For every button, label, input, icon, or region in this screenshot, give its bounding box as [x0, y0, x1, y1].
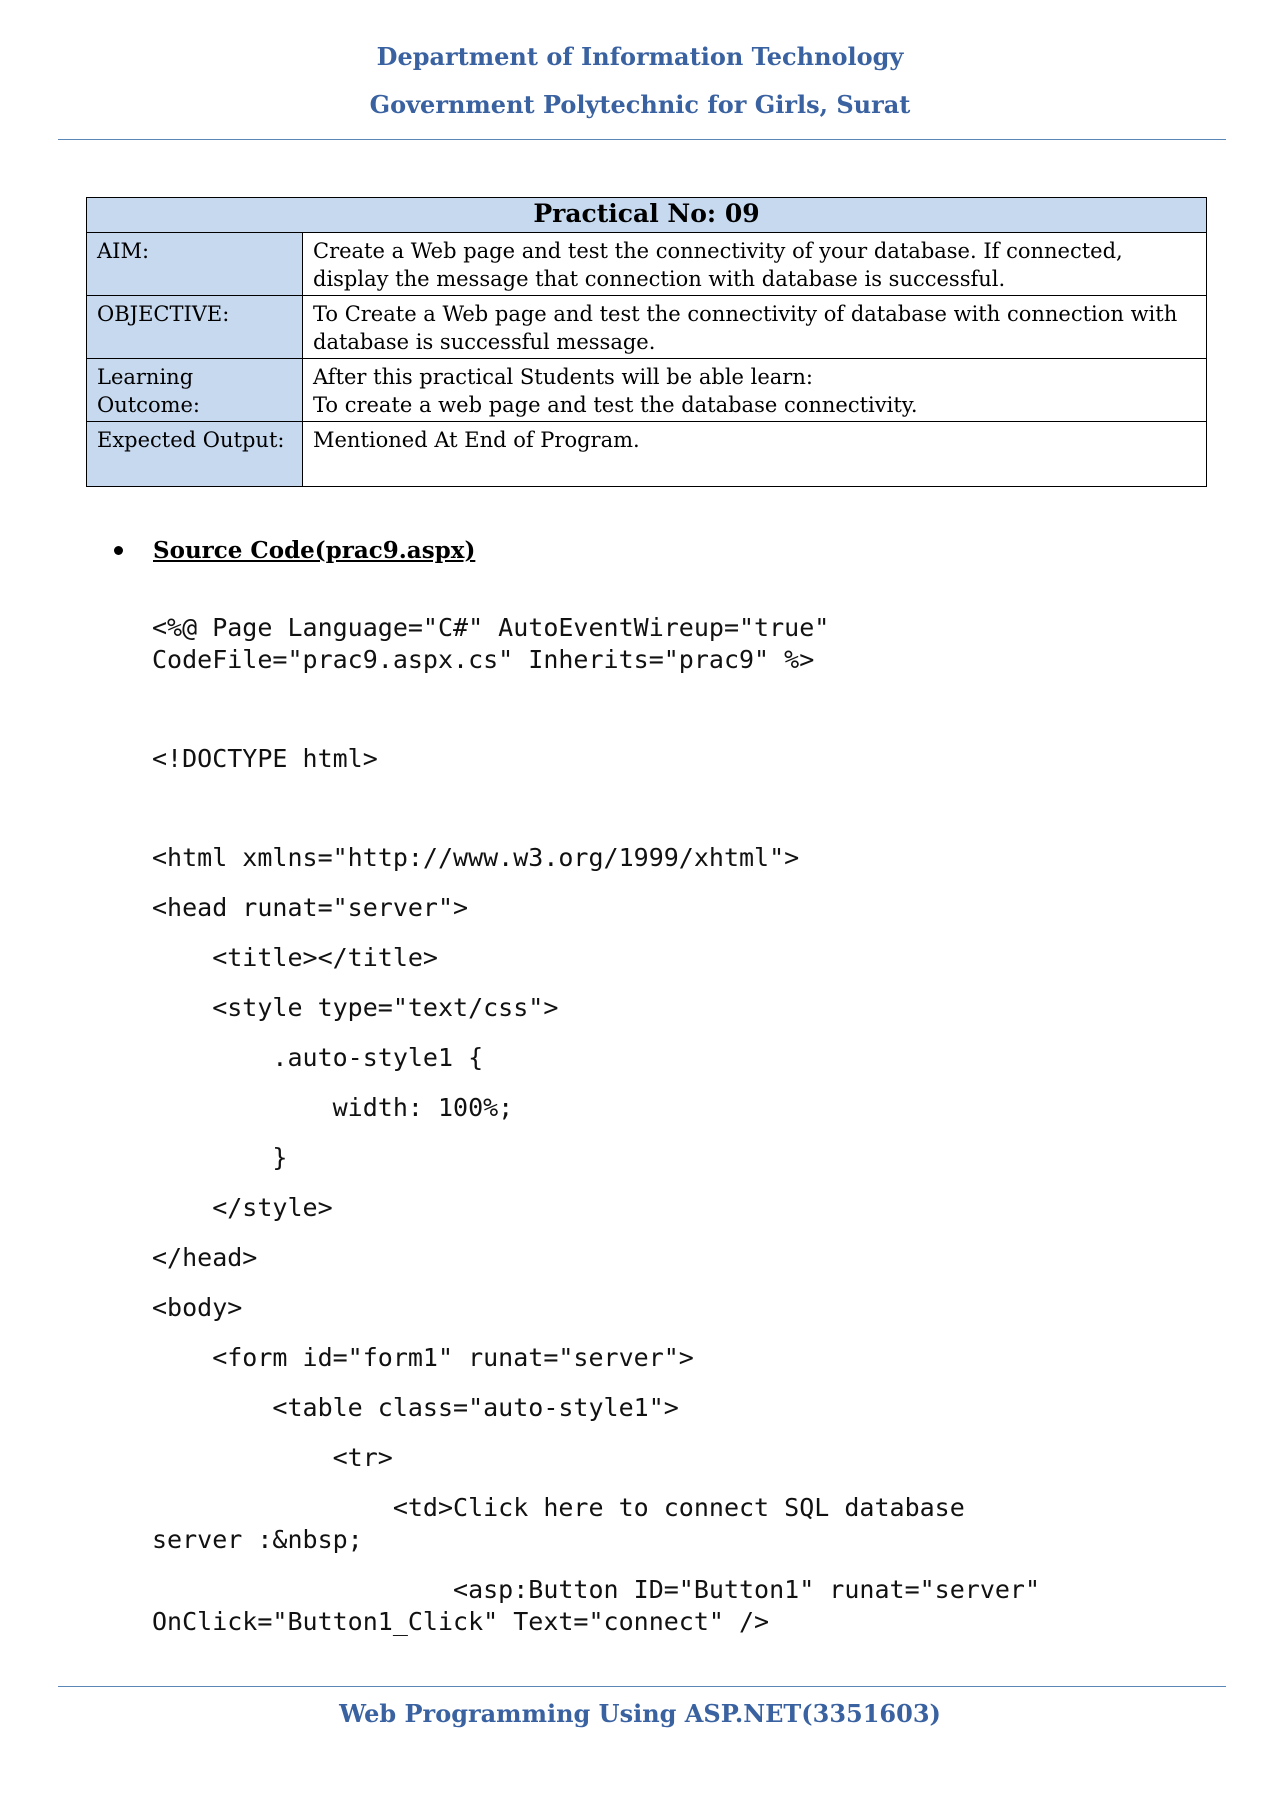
- page-header: [0, 40, 1280, 122]
- learning-outcome-line-2: To create a web page and test the database connectivity.: [313, 393, 918, 417]
- code-line: <!DOCTYPE html>: [152, 744, 378, 773]
- header-divider: [58, 139, 1226, 140]
- expected-output-label: Expected Output:: [87, 422, 303, 487]
- expected-output-value: Mentioned At End of Program.: [303, 422, 1207, 487]
- practical-info-table: [86, 197, 1207, 487]
- code-line: <body>: [152, 1293, 243, 1322]
- code-line: <td>Click here to connect SQL database: [152, 1493, 965, 1522]
- source-code-heading: Source Code(prac9.aspx): [153, 537, 476, 564]
- code-line: <table class="auto-style1">: [152, 1393, 679, 1422]
- table-row: [87, 359, 1207, 422]
- table-row: [87, 422, 1207, 487]
- table-row: [87, 233, 1207, 296]
- bullet-icon: [114, 546, 123, 555]
- footer-divider: [58, 1686, 1226, 1687]
- code-line: </style>: [152, 1193, 333, 1222]
- department-name: Department of Information Technology: [376, 42, 904, 71]
- code-line: <html xmlns="http://www.w3.org/1999/xhtml">: [152, 843, 800, 872]
- code-line: <style type="text/css">: [152, 993, 559, 1022]
- code-line: width: 100%;: [152, 1093, 514, 1122]
- code-line: [152, 676, 1212, 743]
- code-line: OnClick="Button1_Click" Text="connect" />: [152, 1607, 770, 1636]
- code-line: <%@ Page Language="C#" AutoEventWireup="true": [152, 613, 830, 642]
- practical-title: Practical No: 09: [87, 198, 1207, 233]
- table-row: [87, 296, 1207, 359]
- code-line: <form id="form1" runat="server">: [152, 1343, 694, 1372]
- code-line: server :&nbsp;: [152, 1525, 363, 1554]
- learning-outcome-label: Learning Outcome:: [87, 359, 303, 422]
- aim-value: Create a Web page and test the connectivity of your database. If connected, display the message that connection with database is successful.: [303, 233, 1207, 296]
- code-line: .auto-style1 {: [152, 1043, 484, 1072]
- code-line: <tr>: [152, 1443, 393, 1472]
- code-line: }: [152, 1143, 288, 1172]
- objective-value: To Create a Web page and test the connectivity of database with connection with database is successful message.: [303, 296, 1207, 359]
- objective-label: OBJECTIVE:: [87, 296, 303, 359]
- code-line: </head>: [152, 1243, 258, 1272]
- code-line: <asp:Button ID="Button1" runat="server": [152, 1575, 1041, 1604]
- code-line: <head runat="server">: [152, 893, 469, 922]
- page-footer: Web Programming Using ASP.NET(3351603): [339, 1699, 941, 1728]
- code-line: CodeFile="prac9.aspx.cs" Inherits="prac9" %>: [152, 645, 815, 674]
- code-block: [152, 612, 1212, 1638]
- source-code-section: [114, 535, 475, 567]
- learning-outcome-value: [303, 359, 1207, 422]
- institute-name: Government Polytechnic for Girls, Surat: [369, 90, 911, 119]
- aim-label: AIM:: [87, 233, 303, 296]
- code-line: [152, 775, 1212, 842]
- learning-outcome-line-1: After this practical Students will be able learn:: [313, 365, 813, 389]
- code-line: <title></title>: [152, 943, 438, 972]
